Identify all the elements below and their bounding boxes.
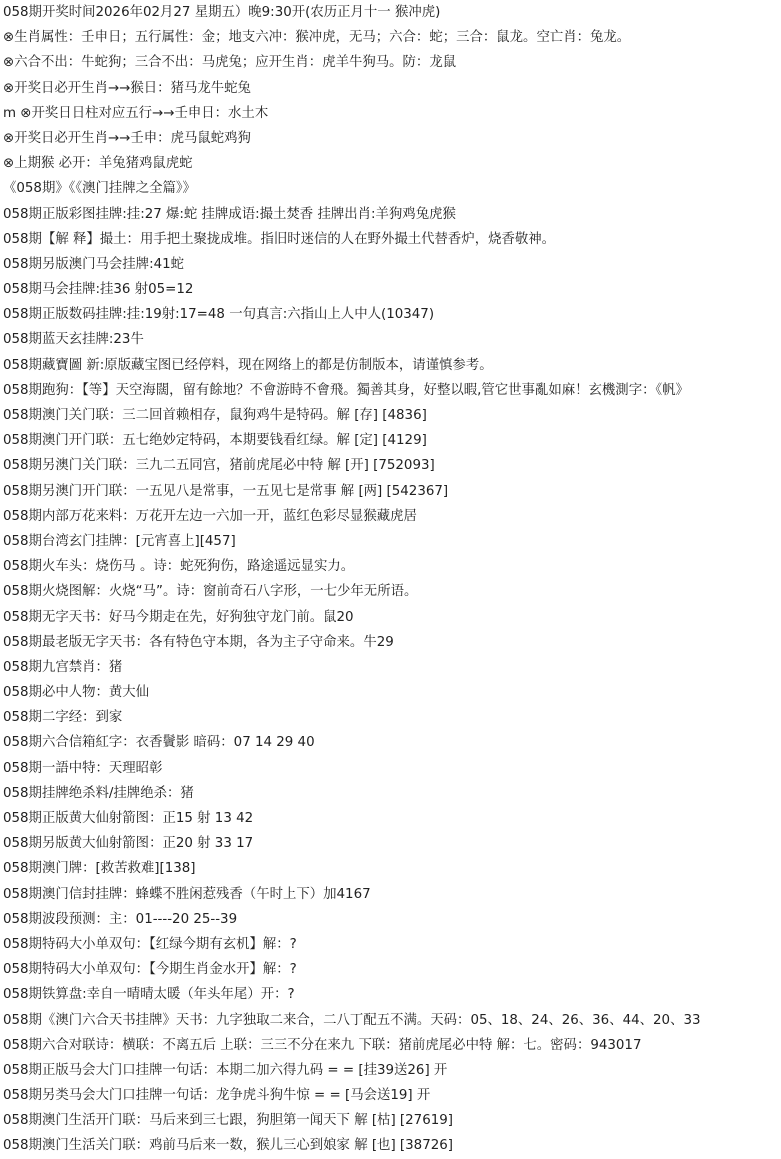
text-line: 058期开奖时间2026年02月27 星期五）晚9:30开(农历正月十一 猴冲虎) (3, 5, 441, 20)
text-line: 058期九宫禁肖：猪 (3, 659, 123, 675)
text-line: 058期【解 释】撮土：用手把土聚拢成堆。指旧时迷信的人在野外撮土代替香炉，烧香敬神。 (3, 231, 556, 247)
text-line: 058期澳门生活开门联：马后来到三七跟，狗胆第一闻天下 解 [枯] [27619] (3, 1113, 453, 1129)
text-line: ⊗上期猴 必开：羊兔猪鸡鼠虎蛇 (3, 156, 193, 172)
text-line: 058期挂牌绝杀料/挂牌绝杀：猪 (3, 785, 194, 801)
text-line: 058期正版马会大门口挂牌一句话：本期二加六得九码 = = [挂39送26] 开 (3, 1062, 448, 1078)
text-line: 058期六合对联诗：横联：不离五后 上联：三三不分在来九 下联：猪前虎尾必中特 解：七。密码：943017 (3, 1037, 642, 1053)
text-line: 058期特码大小单双句：【今期生肖金水开】解：? (3, 962, 297, 978)
text-line: 058期跑狗：【等】天空海闊，留有餘地？不會游時不會飛。獨善其身，好整以暇,管它世事亂如麻！玄機測字：《帆》 (3, 382, 689, 398)
text-line: 058期澳门生活关门联：鸡前马后来一数，猴儿三心到娘家 解 [也] [38726] (3, 1138, 453, 1154)
text-line: 058期另澳门关门联：三九二五同宫，猪前虎尾必中特 解 [开] [752093] (3, 458, 435, 474)
text-line: 058期马会挂牌:挂36 射05=12 (3, 282, 194, 298)
text-line: 058期蓝天玄挂牌:23牛 (3, 332, 144, 348)
text-line: ⊗开奖日必开生肖→→猴日：猪马龙牛蛇兔 (3, 80, 251, 96)
text-line: ⊗开奖日必开生肖→→壬申：虎马鼠蛇鸡狗 (3, 130, 251, 146)
text-line: 058期波段预测：主：01----20 25--39 (3, 911, 238, 927)
text-line: 058期《澳门六合天书挂牌》天书：九字独取二来合，二八丁配五不满。天码：05、18、24、26、36、44、20、33 (3, 1012, 701, 1028)
text-line: 《058期》《《澳门挂牌之全篇》》 (3, 181, 196, 197)
text-line: 058期特码大小单双句：【红绿今期有玄机】解：? (3, 936, 297, 952)
text-line: 058期铁算盘:幸自一晴晴太暖（年头年尾）开：? (3, 987, 295, 1003)
text-line: 058期台湾玄门挂牌：[元宵喜上][457] (3, 533, 236, 549)
text-line: 058期另类马会大门口挂牌一句话：龙争虎斗狗牛惊 = = [马会送19] 开 (3, 1088, 431, 1104)
text-line: 058期火车头：烧伤马 。诗：蛇死狗伤，路途遥远显实力。 (3, 559, 355, 575)
text-line: 058期另版澳门马会挂牌:41蛇 (3, 256, 185, 272)
text-line: 058期内部万花来料：万花开左边一六加一开，蓝红色彩尽显猴藏虎居 (3, 508, 417, 524)
text-line: 058期澳门关门联：三二回首赖相存，鼠狗鸡牛是特码。解 [存] [4836] (3, 408, 427, 423)
text-line: 058期必中人物：黄大仙 (3, 685, 150, 701)
text-line: 058期藏寶圖 新:原版藏宝图已经停料，现在网络上的都是仿制版本，请谨慎参考。 (3, 357, 493, 373)
text-line: 058期六合信箱紅字：衣香鬢影 暗码：07 14 29 40 (3, 735, 315, 751)
text-line: 058期澳门牌：[救苦救难][138] (3, 861, 196, 877)
text-line: ⊗六合不出：牛蛇狗；三合不出：马虎兔；应开生肖：虎羊牛狗马。防：龙鼠 (3, 55, 457, 71)
text-line: 058期一語中特：天理昭彰 (3, 760, 163, 776)
text-line: 058期正版数码挂牌:挂:19射:17=48 一句真言:六指山上人中人(10347) (3, 307, 435, 323)
text-line: 058期正版黄大仙射箭图：正15 射 13 42 (3, 811, 254, 826)
text-line: 058期正版彩图挂牌:挂:27 爆:蛇 挂牌成语:撮土焚香 挂牌出肖:羊狗鸡兔虎猴 (3, 206, 456, 222)
text-line: m ⊗开奖日日柱对应五行→→壬申日：水土木 (3, 105, 269, 121)
text-line: 058期另澳门开门联：一五见八是常事，一五见七是常事 解 [两] [542367] (3, 483, 449, 499)
text-line: 058期无字天书：好马今期走在先，好狗独守龙门前。鼠20 (3, 609, 354, 625)
text-line: 058期火烧图解：火烧“马”。诗：窗前奇石八字形，一七少年无所语。 (3, 584, 418, 600)
text-line: ⊗生肖属性：壬申日；五行属性：金；地支六冲：猴冲虎，无马；六合：蛇；三合：鼠龙。空亡肖：兔龙。 (3, 30, 631, 46)
text-line: 058期二字经：到家 (3, 710, 123, 726)
text-line: 058期澳门开门联：五七绝妙定特码，本期要钱看红绿。解 [定] [4129] (3, 433, 427, 449)
text-line: 058期另版黄大仙射箭图：正20 射 33 17 (3, 836, 254, 852)
text-line: 058期最老版无字天书：各有特色守本期，各为主子守命来。牛29 (3, 634, 394, 650)
text-line: 058期澳门信封挂牌：蜂蝶不胜闲惹残香（午时上下）加4167 (3, 886, 371, 902)
